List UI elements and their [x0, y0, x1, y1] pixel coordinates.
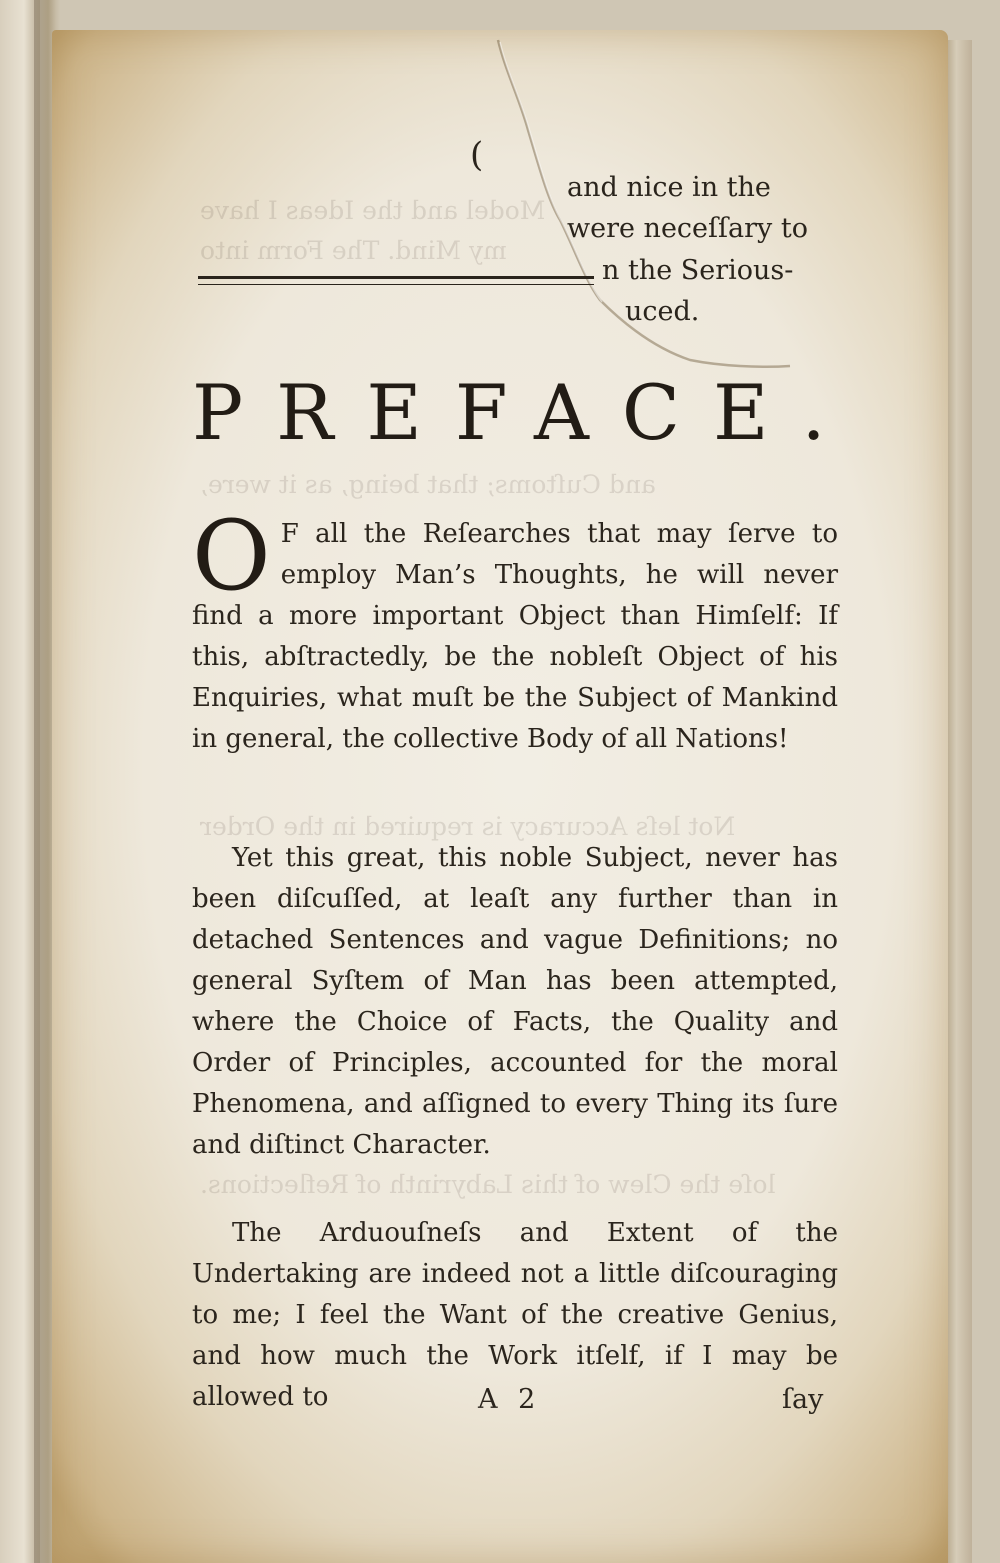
drop-cap: O [192, 500, 271, 612]
torn-fragment-line-3: n the Serious- [602, 255, 794, 286]
show-through-text: and Cuſtoms; that being, as it were, [200, 470, 656, 499]
double-rule-top [198, 276, 594, 279]
paragraph-1-text: F all the Reſearches that may ſerve to employ Man’s Thoughts, he will never find a more important Object than Himſelf: If this, abſtractedly, be the nobleſt Object of his Enquiries, what muſt be the Subject of Mankind in general, the collective Body of all Nations! [192, 519, 838, 754]
show-through-text: Model and the Ideas I have [200, 196, 546, 225]
running-head-paren: ( [470, 135, 484, 175]
show-through-text: Not leſs Accuracy is required in the Order [200, 812, 736, 841]
show-through-text: my Mind. The Form into [200, 236, 507, 265]
paragraph-3: The Arduouſneſs and Extent of the Undertaking are indeed not a little diſcouraging to me; I feel the Want of the creative Genius, and how much the Work itſelf, if I may be allowed to [192, 1218, 838, 1412]
show-through-text: loſe the Clew of this Labyrinth of Reflections. [200, 1170, 776, 1199]
page-title: PREFACE. [192, 368, 859, 457]
double-rule-bottom [198, 284, 594, 285]
torn-corner-crease [0, 0, 1000, 420]
torn-fragment-line-1: and nice in the [567, 172, 771, 203]
paragraph-2: Yet this great, this noble Subject, never has been diſcuſſed, at leaſt any further than in detached Sentences and vague Definitions; no general Syſtem of Man has been attempted, where the Choice of Facts, the Quality and Order of Principles, accounted for the moral Phenomena, and aſſigned to every Thing its ſure and diſtinct Character. [192, 843, 838, 1160]
paragraph-1 [192, 500, 838, 760]
signature-mark: A 2 [478, 1384, 542, 1415]
torn-fragment-line-2: were neceſſary to [567, 213, 808, 244]
torn-fragment-line-4: uced. [625, 296, 700, 327]
catchword: ſay [782, 1384, 824, 1415]
